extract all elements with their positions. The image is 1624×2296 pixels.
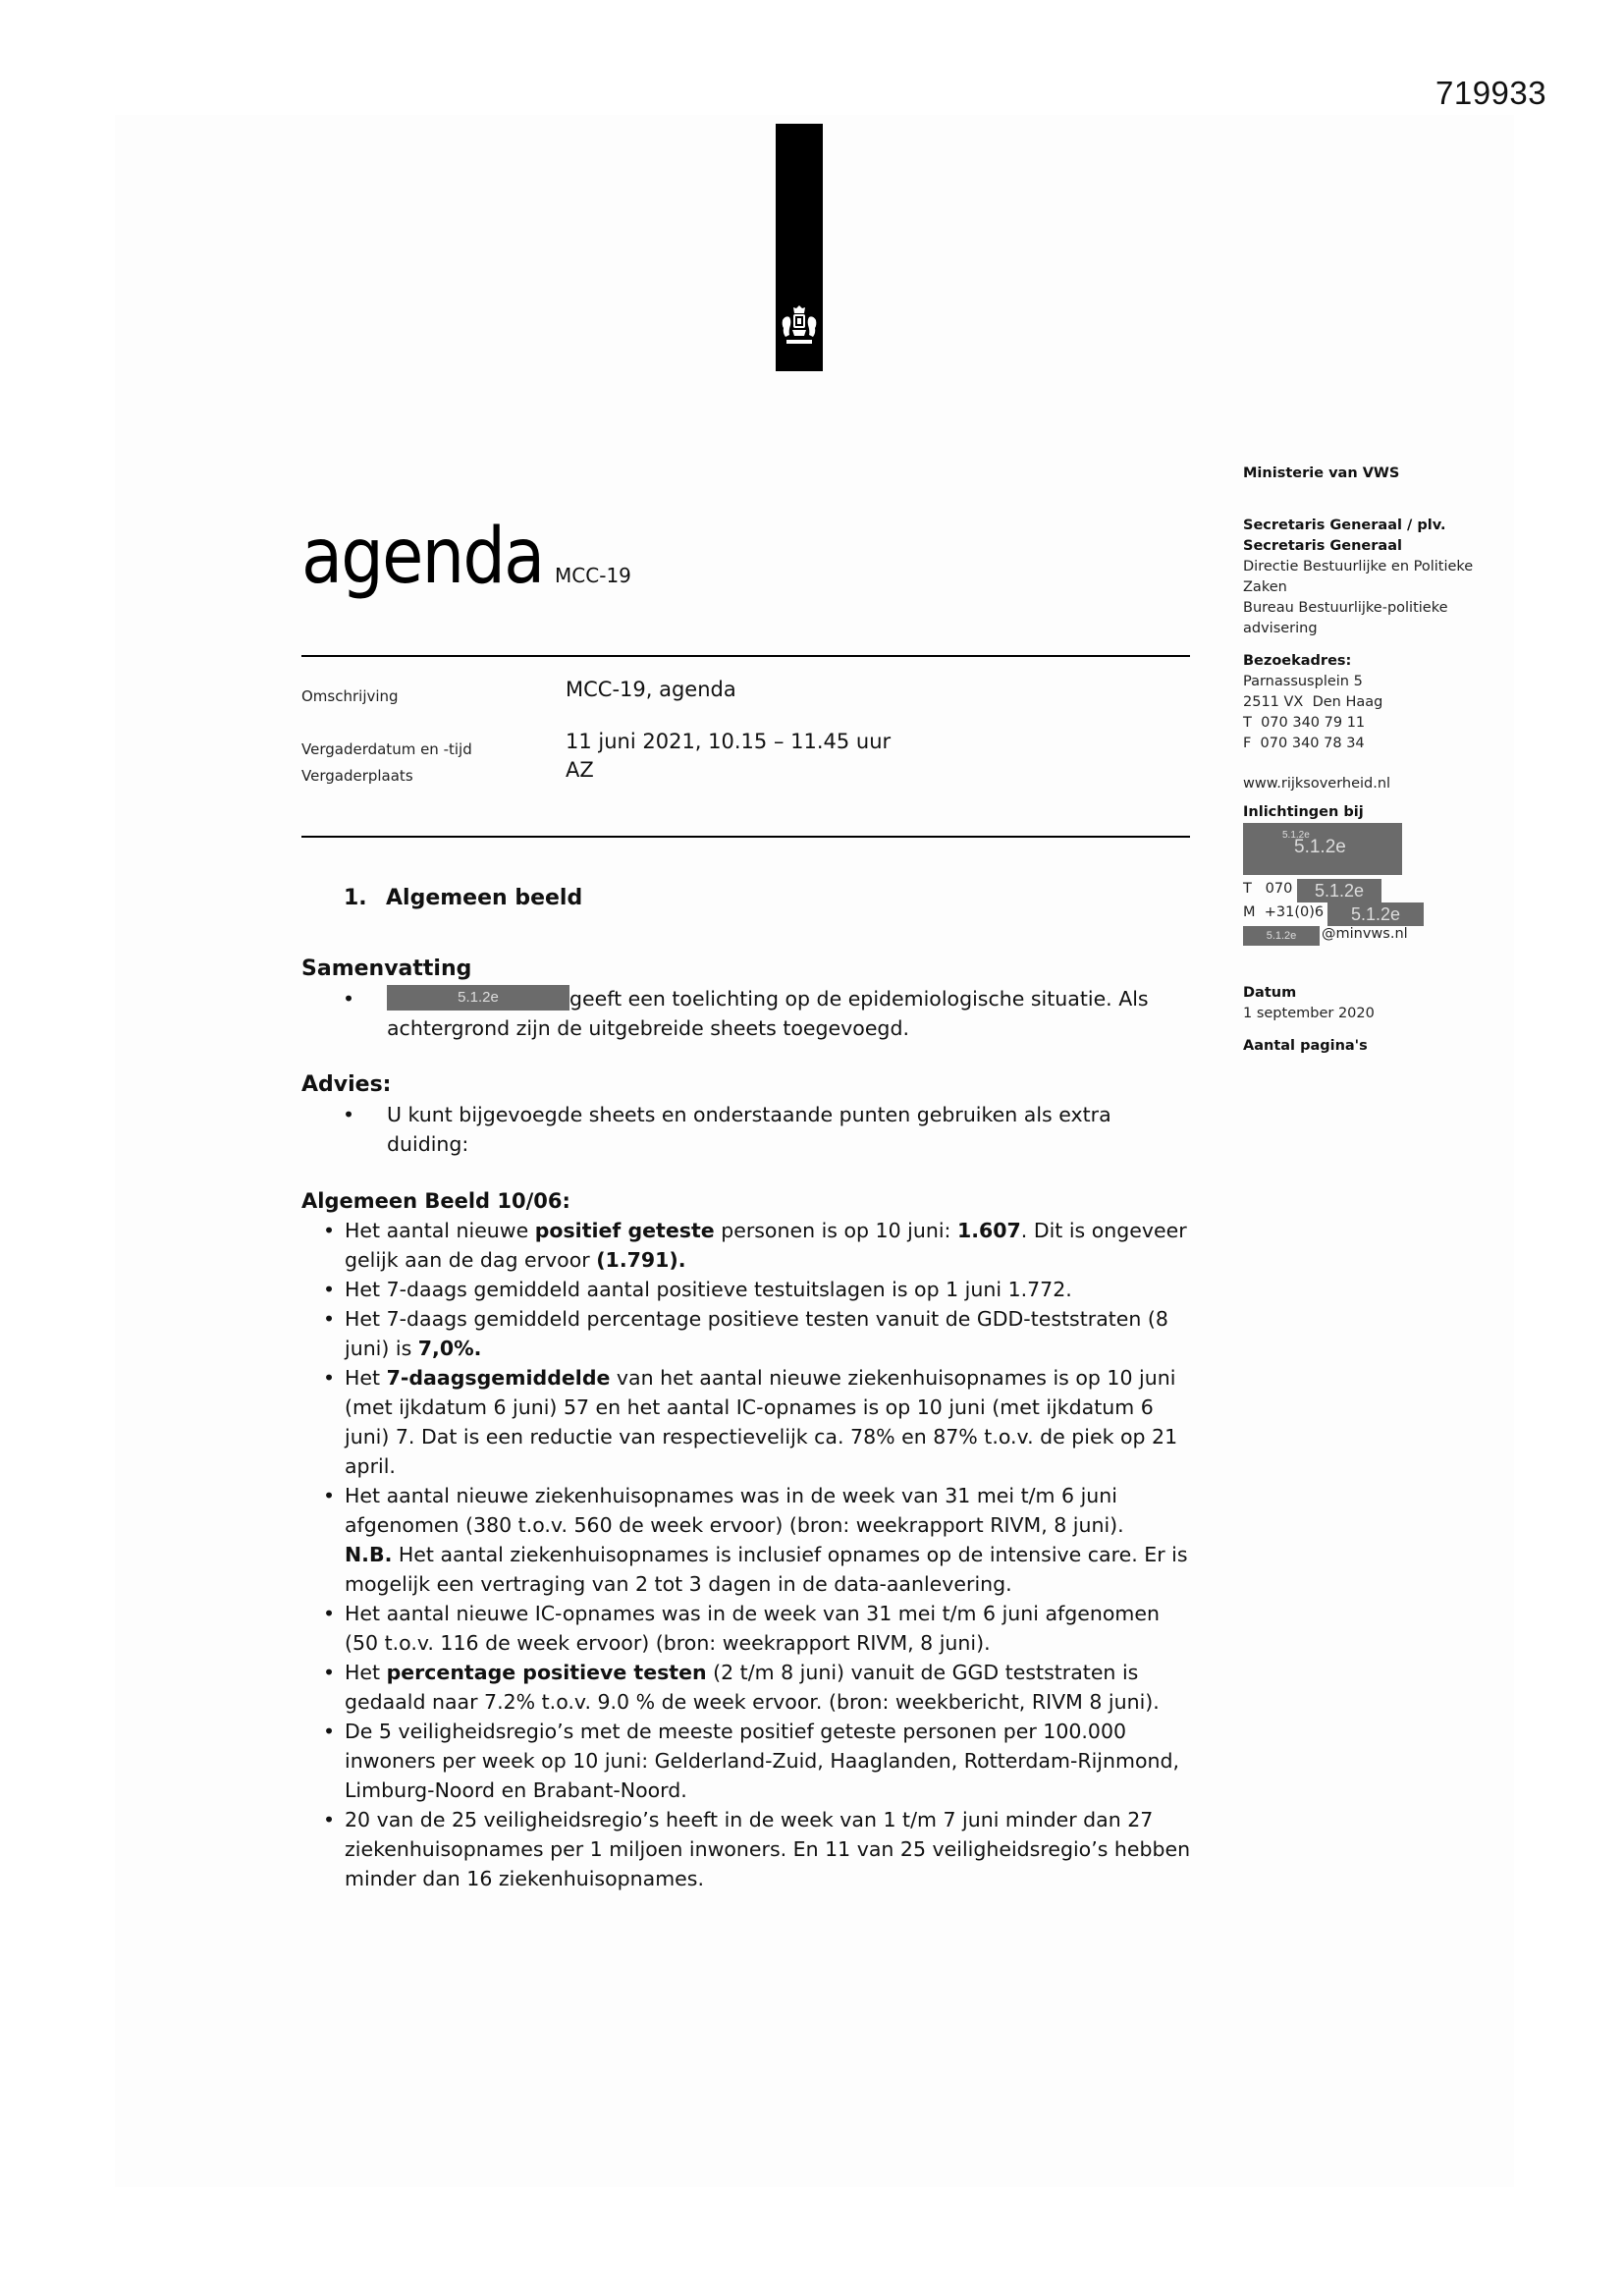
title-main: agenda	[301, 513, 544, 601]
list-item: • Het aantal nieuwe ziekenhuisopnames was in de week van 31 mei t/m 6 juni afgenomen (380 t.o.v. 560 de week ervoor) (bron: weekrapport RIVM, 8 juni). N.B. Het aantal ziekenhuisopnames is inclusief opnames op de intensive care. Er is mogelijk een vertraging van 2 tot 3 dagen in de data-aanlevering.	[323, 1484, 1188, 1596]
redaction-block: 5.1.2e	[1243, 926, 1320, 946]
document-number: 719933	[1435, 75, 1547, 111]
list-item	[301, 984, 1195, 1043]
date-heading: Datum	[1243, 985, 1297, 1001]
info-heading: Inlichtingen bij	[1243, 804, 1364, 820]
department-line-1: Secretaris Generaal / plv.	[1243, 518, 1446, 533]
section-number: 1.	[344, 886, 367, 910]
contact-mobile: M +31(0)6 5.1.2e	[1243, 902, 1518, 926]
divider-bottom	[301, 836, 1190, 838]
directie-line-2: Zaken	[1243, 579, 1287, 595]
redaction-block: 5.1.2e	[1327, 902, 1424, 926]
samenvatting-heading: Samenvatting	[301, 957, 472, 981]
divider-top	[301, 655, 1190, 657]
samenvatting-text: geeft een toelichting op de epidemiologische situatie. Als achtergrond zijn de uitgebreide sheets toegevoegd.	[387, 987, 1149, 1040]
advies-list	[301, 1100, 1195, 1159]
redaction-block: 5.1.2e	[1297, 879, 1381, 902]
contact-phone: T 070 5.1.2e	[1243, 879, 1518, 902]
section-title: Algemeen beeld	[386, 886, 583, 910]
fax-number: F 070 340 78 34	[1243, 736, 1365, 751]
contact-email: 5.1.2e @minvws.nl	[1243, 926, 1518, 950]
advies-heading: Advies:	[301, 1072, 392, 1097]
list-item: • 20 van de 25 veiligheidsregio’s heeft in de week van 1 t/m 7 juni minder dan 27 ziekenhuisopnames per 1 miljoen inwoners. En 11 van 25 veiligheidsregio’s hebben minder dan 16 ziekenhuisopnames.	[323, 1808, 1191, 1890]
list-item: • Het 7-daags gemiddeld percentage positieve testen vanuit de GDD-teststraten (8 juni) is 7,0%.	[323, 1307, 1168, 1360]
bureau-line-2: advisering	[1243, 621, 1318, 636]
date-value: 1 september 2020	[1243, 1006, 1375, 1021]
meta-value-vergaderdatum: 11 juni 2021, 10.15 – 11.45 uur	[566, 730, 892, 753]
redaction-block: 5.1.2e 5.1.2e	[1243, 823, 1402, 875]
list-item: • U kunt bijgevoegde sheets en onderstaande punten gebruiken als extra duiding:	[301, 1100, 1195, 1159]
directie-line-1: Directie Bestuurlijke en Politieke	[1243, 559, 1474, 574]
address-line-1: Parnassusplein 5	[1243, 674, 1363, 689]
phone-number: T 070 340 79 11	[1243, 715, 1366, 731]
website-link[interactable]: www.rijksoverheid.nl	[1243, 776, 1391, 792]
list-item: • De 5 veiligheidsregio’s met de meeste positief geteste personen per 100.000 inwoners per week op 10 juni: Gelderland-Zuid, Haaglanden, Rotterdam-Rijnmond, Limburg-Noord en Brabant-Noord.	[323, 1720, 1180, 1802]
title-sub: MCC-19	[555, 564, 631, 587]
section-heading	[344, 884, 1195, 913]
beeld-list	[301, 1216, 1195, 1893]
list-item: • Het 7-daagsgemiddelde van het aantal nieuwe ziekenhuisopnames is op 10 juni (met ijkdatum 6 juni) 57 en het aantal IC-opnames is op 10 juni (met ijkdatum 6 juni) 7. Dat is een reductie van respectievelijk ca. 78% en 87% t.o.v. de piek op 21 april.	[323, 1366, 1178, 1478]
beeld-heading: Algemeen Beeld 10/06:	[301, 1189, 570, 1213]
document-title	[301, 513, 631, 601]
bureau-line-1: Bureau Bestuurlijke-politieke	[1243, 600, 1448, 616]
meta-value-omschrijving: MCC-19, agenda	[566, 678, 736, 701]
meta-label-vergaderplaats: Vergaderplaats	[301, 767, 413, 785]
redaction-block: 5.1.2e	[387, 985, 569, 1011]
ministry-name: Ministerie van VWS	[1243, 465, 1400, 481]
coat-of-arms-icon	[780, 304, 819, 352]
list-item: • Het aantal nieuwe positief geteste personen is op 10 juni: 1.607. Dit is ongeveer gelijk aan de dag ervoor (1.791).	[323, 1219, 1187, 1272]
samenvatting-list	[301, 984, 1195, 1043]
meta-label-omschrijving: Omschrijving	[301, 687, 399, 705]
rijksoverheid-logo	[776, 124, 823, 371]
meta-label-vergaderdatum: Vergaderdatum en -tijd	[301, 740, 472, 758]
agenda-body	[301, 884, 1195, 1893]
address-line-2: 2511 VX Den Haag	[1243, 694, 1383, 710]
visit-address-heading: Bezoekadres:	[1243, 653, 1352, 669]
list-item: • Het aantal nieuwe IC-opnames was in de week van 31 mei t/m 6 juni afgenomen (50 t.o.v. 116 de week ervoor) (bron: weekrapport RIVM, 8 juni).	[323, 1602, 1160, 1655]
department-line-2: Secretaris Generaal	[1243, 538, 1402, 554]
sender-sidebar	[1243, 464, 1518, 1057]
list-item: • Het 7-daags gemiddeld aantal positieve testuitslagen is op 1 juni 1.772.	[323, 1278, 1072, 1301]
list-item: • Het percentage positieve testen (2 t/m 8 juni) vanuit de GGD teststraten is gedaald naar 7.2% t.o.v. 9.0 % de week ervoor. (bron: weekbericht, RIVM 8 juni).	[323, 1661, 1160, 1714]
meta-value-vergaderplaats: AZ	[566, 758, 594, 782]
pages-heading: Aantal pagina's	[1243, 1038, 1368, 1054]
